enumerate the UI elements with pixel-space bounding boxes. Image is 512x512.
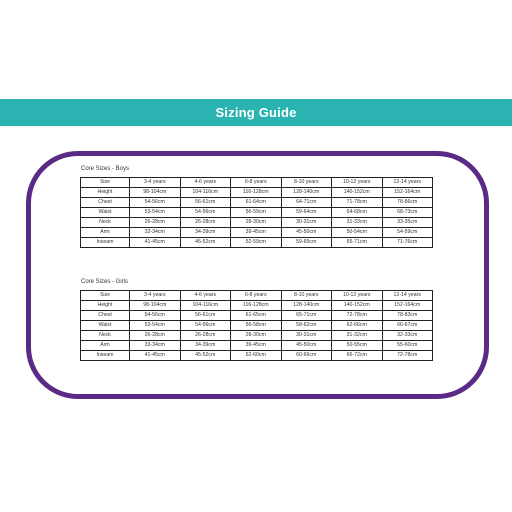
table-row: [81, 351, 433, 361]
table-row: [81, 238, 433, 248]
table-cell: 65-71cm: [281, 311, 332, 321]
table-cell: 54-56cm: [130, 198, 181, 208]
column-header: 6-8 years: [231, 178, 282, 188]
table-cell: 65-71cm: [332, 238, 383, 248]
table-cell: 55-60cm: [382, 341, 433, 351]
table-header-row: [81, 178, 433, 188]
table-cell: 152-164cm: [382, 188, 433, 198]
table-cell: 30-31cm: [281, 331, 332, 341]
table-cell: 56-61cm: [180, 198, 231, 208]
column-header: 12-14 years: [382, 291, 433, 301]
row-label: Inseam: [81, 238, 130, 248]
table-row: [81, 228, 433, 238]
table-cell: 61-64cm: [231, 198, 282, 208]
table-cell: 30-31cm: [281, 218, 332, 228]
row-label: Neck: [81, 218, 130, 228]
table-row: [81, 331, 433, 341]
table-cell: 128-140cm: [281, 188, 332, 198]
table-cell: 66-72cm: [332, 351, 383, 361]
table-cell: 56-61cm: [180, 311, 231, 321]
column-header: 4-6 years: [180, 178, 231, 188]
boys-size-table: [80, 177, 433, 248]
table-header-row: [81, 291, 433, 301]
table-cell: 152-164cm: [382, 301, 433, 311]
table-cell: 71-78cm: [332, 198, 383, 208]
girls-section-title: Core Sizes - Girls: [81, 279, 129, 285]
table-cell: 68-73cm: [382, 208, 433, 218]
column-header: 10-12 years: [332, 178, 383, 188]
table-cell: 104-116cm: [180, 301, 231, 311]
boys-section-title: Core Sizes - Boys: [81, 166, 130, 172]
table-cell: 98-104cm: [130, 301, 181, 311]
table-cell: 72-78cm: [382, 351, 433, 361]
table-row: [81, 198, 433, 208]
table-cell: 54-56cm: [180, 321, 231, 331]
row-label: Height: [81, 301, 130, 311]
girls-size-section: [55, 278, 433, 361]
table-cell: 140-152cm: [332, 301, 383, 311]
table-cell: 53-54cm: [130, 208, 181, 218]
table-cell: 116-128cm: [231, 188, 282, 198]
row-label: Chest: [81, 311, 130, 321]
table-cell: 45-52cm: [180, 351, 231, 361]
table-row: [81, 321, 433, 331]
table-cell: 53-54cm: [130, 321, 181, 331]
table-cell: 78-86cm: [382, 198, 433, 208]
table-cell: 45-50cm: [281, 228, 332, 238]
column-header: 12-14 years: [382, 178, 433, 188]
table-cell: 140-152cm: [332, 188, 383, 198]
column-header: 8-10 years: [281, 178, 332, 188]
table-cell: 116-128cm: [231, 301, 282, 311]
row-label: Size: [81, 291, 130, 301]
table-cell: 28-30cm: [231, 331, 282, 341]
table-row: [81, 188, 433, 198]
table-cell: 34-39cm: [180, 341, 231, 351]
table-cell: 26-28cm: [130, 218, 181, 228]
row-label: Waist: [81, 208, 130, 218]
table-cell: 59-64cm: [281, 208, 332, 218]
table-cell: 128-140cm: [281, 301, 332, 311]
row-label: Inseam: [81, 351, 130, 361]
table-cell: 54-59cm: [382, 228, 433, 238]
row-label: Arm: [81, 341, 130, 351]
table-cell: 66-67cm: [382, 321, 433, 331]
table-cell: 59-65cm: [281, 238, 332, 248]
table-cell: 26-28cm: [180, 331, 231, 341]
table-cell: 26-28cm: [180, 218, 231, 228]
table-cell: 33-34cm: [130, 228, 181, 238]
table-cell: 31-32cm: [332, 331, 383, 341]
column-header: 3-4 years: [130, 178, 181, 188]
table-cell: 98-104cm: [130, 188, 181, 198]
table-row: [81, 218, 433, 228]
table-cell: 64-71cm: [281, 198, 332, 208]
table-cell: 62-66cm: [332, 321, 383, 331]
table-cell: 60-66cm: [281, 351, 332, 361]
table-cell: 64-68cm: [332, 208, 383, 218]
table-row: [81, 341, 433, 351]
column-header: 10-12 years: [332, 291, 383, 301]
column-header: 4-6 years: [180, 291, 231, 301]
table-cell: 78-83cm: [382, 311, 433, 321]
row-label: Waist: [81, 321, 130, 331]
table-cell: 50-55cm: [332, 341, 383, 351]
column-header: 3-4 years: [130, 291, 181, 301]
table-cell: 52-59cm: [231, 238, 282, 248]
table-row: [81, 208, 433, 218]
table-cell: 71-76cm: [382, 238, 433, 248]
boys-size-section: [55, 165, 433, 248]
table-cell: 45-50cm: [281, 341, 332, 351]
table-cell: 56-59cm: [231, 208, 282, 218]
table-cell: 32-33cm: [382, 331, 433, 341]
table-cell: 41-45cm: [130, 238, 181, 248]
table-cell: 45-52cm: [180, 238, 231, 248]
table-cell: 33-34cm: [130, 341, 181, 351]
row-label: Size: [81, 178, 130, 188]
table-cell: 33-35cm: [382, 218, 433, 228]
table-cell: 58-62cm: [281, 321, 332, 331]
table-cell: 31-33cm: [332, 218, 383, 228]
table-cell: 104-116cm: [180, 188, 231, 198]
table-cell: 41-45cm: [130, 351, 181, 361]
banner-title: Sizing Guide: [215, 105, 297, 120]
table-cell: 54-56cm: [130, 311, 181, 321]
table-cell: 26-28cm: [130, 331, 181, 341]
table-row: [81, 301, 433, 311]
table-cell: 28-30cm: [231, 218, 282, 228]
table-cell: 54-56cm: [180, 208, 231, 218]
table-cell: 72-78cm: [332, 311, 383, 321]
row-label: Neck: [81, 331, 130, 341]
table-cell: 52-60cm: [231, 351, 282, 361]
column-header: 6-8 years: [231, 291, 282, 301]
table-cell: 50-54cm: [332, 228, 383, 238]
girls-size-table: [80, 290, 433, 361]
table-cell: 39-45cm: [231, 341, 282, 351]
table-row: [81, 311, 433, 321]
table-cell: 39-45cm: [231, 228, 282, 238]
sizing-guide-banner: [0, 99, 512, 126]
table-cell: 34-39cm: [180, 228, 231, 238]
row-label: Chest: [81, 198, 130, 208]
row-label: Arm: [81, 228, 130, 238]
table-cell: 61-65cm: [231, 311, 282, 321]
row-label: Height: [81, 188, 130, 198]
table-cell: 56-58cm: [231, 321, 282, 331]
column-header: 8-10 years: [281, 291, 332, 301]
